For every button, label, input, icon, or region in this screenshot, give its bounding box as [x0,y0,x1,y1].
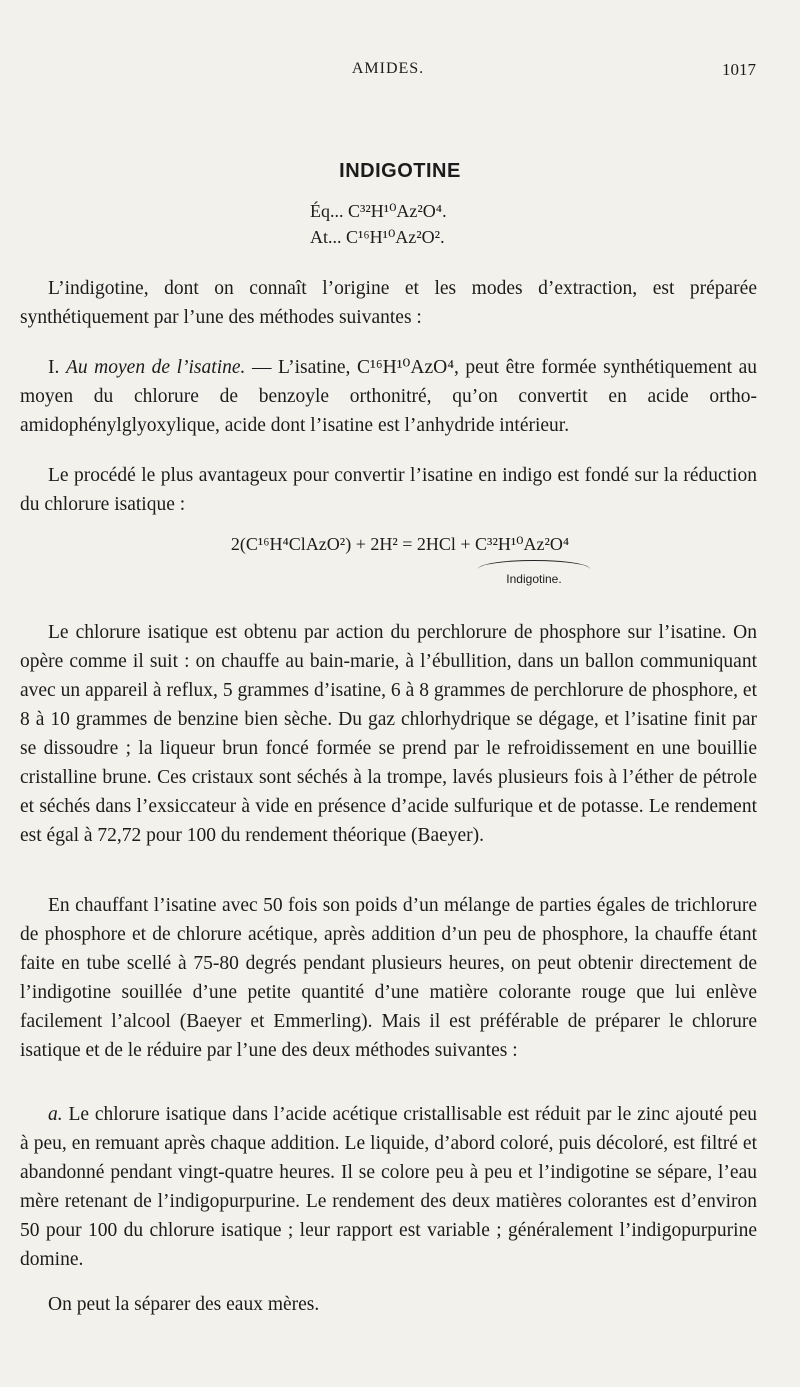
paragraph-isatine [20,353,757,440]
formula-eq-value: C³²H¹⁰Az²O⁴. [348,201,447,221]
running-head-title: AMIDES. [351,60,425,77]
page-number: 1017 [722,60,756,79]
paragraph-isatine-number: I. [48,357,60,378]
paragraph-chlorure: Le chlorure isatique est obtenu par action du perchlorure de phosphore sur l’isatine. On opère comme il suit : on chauffe au bain-marie, à l’ébullition, dans un ballon communiquant avec un appareil à reflux, 5 grammes d’isatine, 6 à 8 grammes de perchlorure de phosphore, et 8 à 10 grammes de benzine bien sèche. Du gaz chlorhydrique se dégage, et l’isatine finit par se dissoudre ; la liqueur brun foncé formée se prend par le refroidissement en une bouillie cristalline brune. Ces cristaux sont séchés à la trompe, lavés plusieurs fois à l’éther de pétrole et séchés dans l’exsiccateur à vide en présence d’acide sulfurique et de potasse. Le rendement est égal à 72,72 pour 100 du rendement théorique (Baeyer). [20,622,757,846]
underbrace [478,560,590,569]
formula-at [310,224,447,250]
method-a-letter: a. [48,1104,63,1125]
method-a-text: Le chlorure isatique dans l’acide acétique cristallisable est réduit par le zinc ajouté peu à peu, en remuant après chaque addition. Le liquide, d’abord coloré, puis décoloré, est filtré et abandonné pendant vingt-quatre heures. Il se colore peu à peu et l’indigotine se sépare, l’eau mère retenant de l’indigopurpurine. Le rendement des deux matières colorantes est d’environ 50 pour 100 du chlorure isatique ; leur rapport est variable ; généralement l’indigopurpurine domine. [20,1104,757,1270]
paragraph-isatine-heading: Au moyen de l’isatine. [65,357,246,378]
paragraph-procede: Le procédé le plus avantageux pour convertir l’isatine en indigo est fondé sur la réduction du chlorure isatique : [20,465,757,515]
chemical-equation: 2(C¹⁶H⁴ClAzO²) + 2H² = 2HCl + C³²H¹⁰Az²O⁴ [230,534,570,554]
paragraph-isatine-text: — L’isatine, C¹⁶H¹⁰AzO⁴, peut être formée synthétiquement au moyen du chlorure de benzoyle orthonitré, qu’on convertit en acide ortho-amidophénylglyoxylique, acide dont l’isatine est l’anhydride intérieur. [20,357,757,436]
underbrace-label: Indigotine. [506,572,562,586]
paragraph-chauffant: En chauffant l’isatine avec 50 fois son poids d’un mélange de parties égales de trichlorure de phosphore et de chlorure acétique, après addition d’un peu de phosphore, la chauffe étant faite en tube scellé à 75-80 degrés pendant plusieurs heures, on peut obtenir directement de l’indigotine souillée d’une petite quantité d’une matière colorante rouge que lui enlève facilement l’alcool (Baeyer et Emmerling). Mais il est préférable de préparer le chlorure isatique et de le réduire par l’une des deux méthodes suivantes : [20,895,757,1061]
formula-eq-label: Éq... [310,201,344,221]
running-head [20,60,756,84]
paragraph-intro: L’indigotine, dont on connaît l’origine et les modes d’extraction, est préparée synthétiquement par l’une des méthodes suivantes : [20,278,757,328]
section-title: INDIGOTINE [339,160,461,182]
paragraph-separer: On peut la séparer des eaux mères. [48,1294,320,1315]
formula-eq [310,198,447,224]
formula-block [310,198,447,250]
formula-at-value: C¹⁶H¹⁰Az²O². [346,227,445,247]
paragraph-method-a [20,1100,757,1274]
formula-at-label: At... [310,227,342,247]
